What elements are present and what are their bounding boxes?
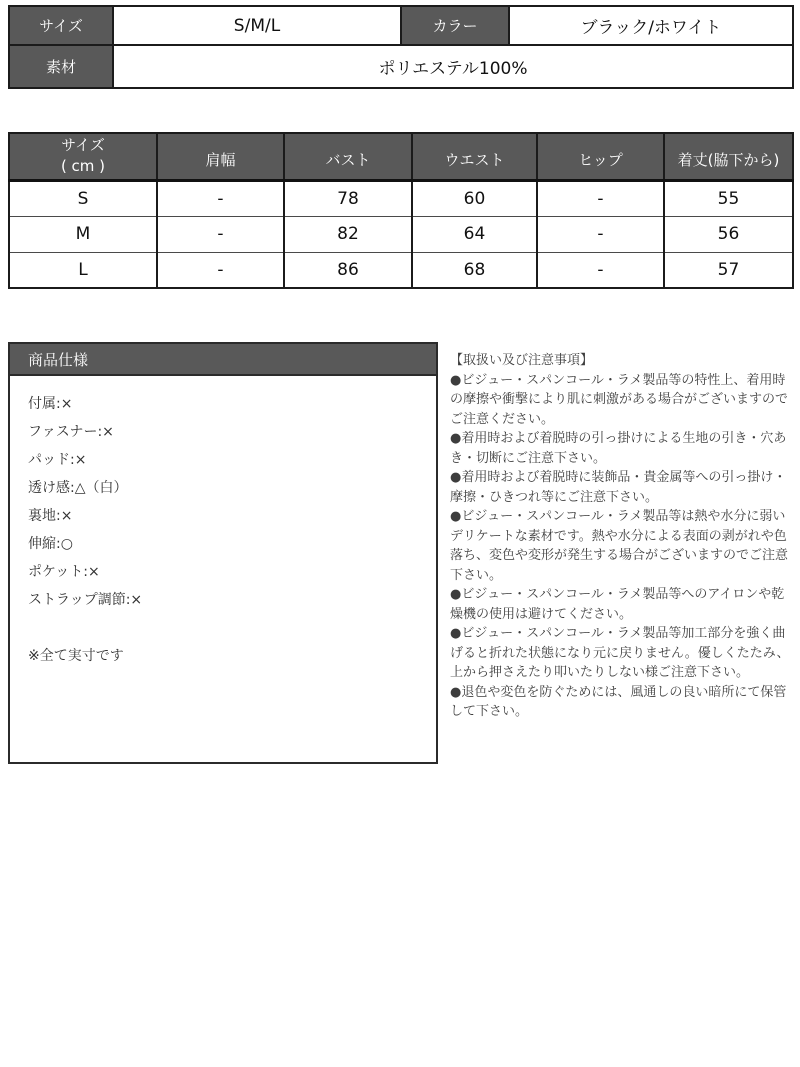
material-label: 素材 xyxy=(9,45,113,88)
size-row-s xyxy=(9,180,793,216)
spec-item-lining: 裏地:× xyxy=(28,508,73,524)
size-cm-header xyxy=(9,133,157,180)
size-cm-header-line2: ( cm ) xyxy=(60,157,106,176)
length-cell: 55 xyxy=(664,180,793,216)
bust-header: バスト xyxy=(284,133,412,180)
hip-cell: - xyxy=(537,252,664,288)
spec-item-accessory: 付属:× xyxy=(28,396,73,412)
product-info-table xyxy=(8,5,794,89)
material-value: ポリエステル100% xyxy=(113,45,793,88)
hip-cell: - xyxy=(537,216,664,252)
care-note-bullet: ●着用時および着脱時に装飾品・貴金属等への引っ掛け・摩擦・ひきつれ等にご注意下さい。 xyxy=(450,470,787,505)
table-row xyxy=(9,6,793,45)
color-value: ブラック/ホワイト xyxy=(509,6,793,45)
size-cell: S xyxy=(9,180,157,216)
spec-item-pad: パッド:× xyxy=(28,452,87,468)
hip-header: ヒップ xyxy=(537,133,664,180)
waist-cell: 64 xyxy=(412,216,537,252)
spec-item-stretch: 伸縮:○ xyxy=(28,536,73,552)
shoulder-cell: - xyxy=(157,180,284,216)
length-cell: 57 xyxy=(664,252,793,288)
waist-header: ウエスト xyxy=(412,133,537,180)
shoulder-header: 肩幅 xyxy=(157,133,284,180)
spec-item-pocket: ポケット:× xyxy=(28,564,100,580)
size-cell: M xyxy=(9,216,157,252)
waist-cell: 60 xyxy=(412,180,537,216)
size-chart-header-row xyxy=(9,133,793,180)
color-label: カラー xyxy=(401,6,509,45)
table-row xyxy=(9,45,793,88)
shoulder-cell: - xyxy=(157,252,284,288)
size-cm-header-line1: サイズ xyxy=(61,136,105,155)
size-row-l xyxy=(9,252,793,288)
size-value: S/M/L xyxy=(113,6,401,45)
length-cell: 56 xyxy=(664,216,793,252)
care-note-bullet: ●ビジュー・スパンコール・ラメ製品等加工部分を強く曲げると折れた状態になり元に戻りません。優しくたたみ、上から押さえたり叩いたりしない様ご注意下さい。 xyxy=(450,626,790,680)
size-row-m xyxy=(9,216,793,252)
length-header: 着丈(脇下から) xyxy=(664,133,793,180)
care-notes-title: 【取扱い及び注意事項】 xyxy=(450,353,594,368)
bottom-section xyxy=(8,342,792,764)
actual-measurement-note: ※全て実寸です xyxy=(28,648,124,664)
care-note-bullet: ●退色や変色を防ぐためには、風通しの良い暗所にて保管して下さい。 xyxy=(450,684,787,719)
product-spec-title: 商品仕様 xyxy=(10,344,436,376)
hip-cell: - xyxy=(537,180,664,216)
care-note-bullet: ●ビジュー・スパンコール・ラメ製品等は熱や水分に弱いデリケートな素材です。熱や水分による表面の剥がれや色落ち、変色や変形が発生する場合がございますのでご注意下さい。 xyxy=(450,509,789,583)
care-note-bullet: ●ビジュー・スパンコール・ラメ製品等へのアイロンや乾燥機の使用は避けてください。 xyxy=(450,587,785,622)
product-spec-box xyxy=(8,342,438,764)
shoulder-cell: - xyxy=(157,216,284,252)
care-note-bullet: ●ビジュー・スパンコール・ラメ製品等の特性上、着用時の摩擦や衝撃により肌に刺激がある場合がございますのでご注意ください。 xyxy=(450,372,789,427)
spec-item-strap: ストラップ調節:× xyxy=(28,592,143,608)
bust-cell: 82 xyxy=(284,216,412,252)
size-cell: L xyxy=(9,252,157,288)
spec-item-fastener: ファスナー:× xyxy=(28,424,114,440)
size-chart-table xyxy=(8,132,794,289)
size-label: サイズ xyxy=(9,6,113,45)
bust-cell: 78 xyxy=(284,180,412,216)
waist-cell: 68 xyxy=(412,252,537,288)
bust-cell: 86 xyxy=(284,252,412,288)
spec-item-sheerness: 透け感:△（白） xyxy=(28,480,128,496)
care-note-bullet: ●着用時および着脱時の引っ掛けによる生地の引き・穴あき・切断にご注意下さい。 xyxy=(450,431,787,466)
care-notes xyxy=(450,342,792,722)
product-spec-list xyxy=(10,376,436,614)
